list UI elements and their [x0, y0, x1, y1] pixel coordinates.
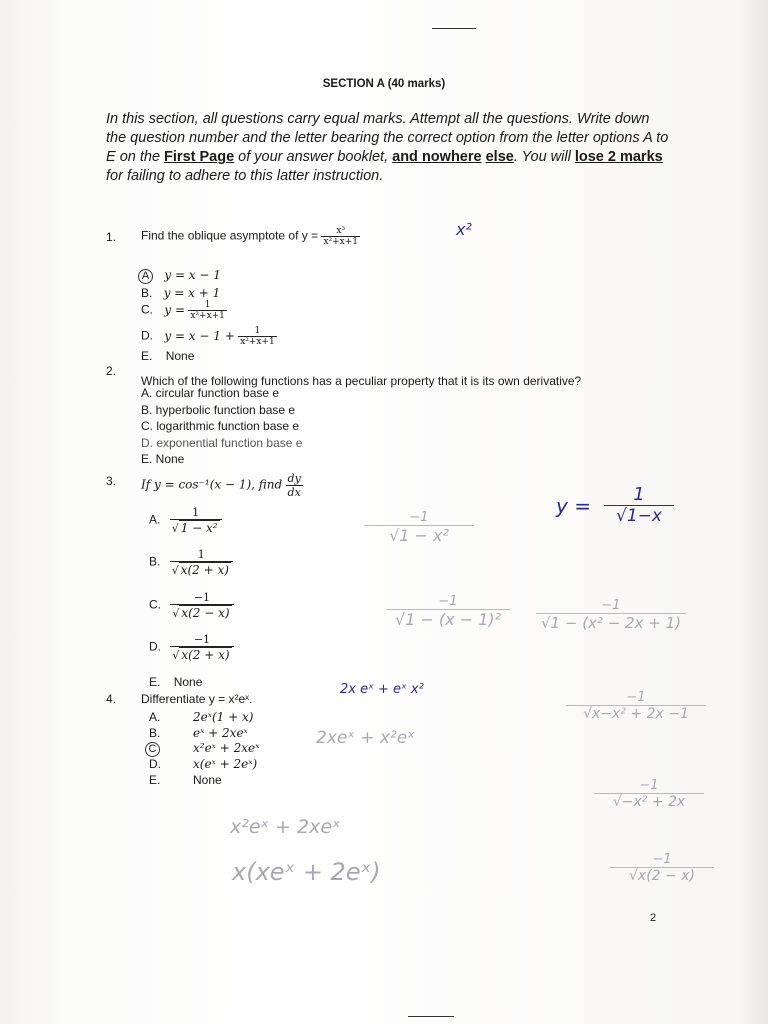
q1-option-b-letter: B.	[141, 286, 153, 300]
q3-hw-work3-num: −1	[536, 598, 686, 614]
q3-option-e-letter: E.	[149, 675, 161, 689]
q3-text: If y = cos⁻¹(x − 1), find	[141, 477, 283, 492]
q2-option-e: E. None	[141, 452, 185, 466]
q1-option-e	[141, 349, 194, 363]
q3-option-a-num: 1	[192, 506, 200, 519]
q4-number: 4.	[106, 692, 117, 706]
q3-hw-work6	[610, 852, 714, 884]
q3-option-b-den: x(2 + x)	[180, 563, 229, 577]
q3-option-b	[149, 548, 233, 577]
q1-option-d-num: 1	[254, 326, 261, 336]
q1-option-d-den: x²+x+1	[240, 337, 275, 347]
q3-hw-work3	[536, 598, 686, 632]
q4-option-b-text: eˣ + 2xeˣ	[193, 725, 248, 740]
q3-option-e-text: None	[173, 675, 203, 689]
q3-option-b-fraction	[170, 548, 233, 577]
q2-text: Which of the following functions has a peculiar property that it is its own derivative?	[141, 374, 582, 388]
q3-option-d-den: x(2 + x)	[181, 648, 230, 662]
q1-option-d-letter: D.	[141, 328, 153, 343]
q3-hw-work6-num: −1	[610, 852, 714, 868]
top-rule	[432, 28, 476, 29]
instr-first-page: First Page	[164, 149, 235, 165]
q4-option-c	[149, 741, 259, 757]
q1-option-d-fraction	[238, 326, 277, 347]
q3-option-c	[149, 591, 234, 620]
q3-dydx	[286, 472, 303, 499]
q1-option-d	[141, 326, 277, 347]
q3-hw-work6-den: √x(2 − x)	[629, 868, 695, 884]
q3-number: 3.	[106, 474, 117, 488]
instr-else: else	[485, 149, 514, 165]
q4-option-c-text: x²eˣ + 2xeˣ	[193, 741, 260, 755]
q3-option-a	[149, 506, 222, 535]
q1-handwritten-note: x²	[456, 220, 472, 239]
q1-option-e-text: None	[165, 349, 195, 363]
q3-hw-work4-num: −1	[566, 690, 706, 706]
q2-option-c: C. logarithmic function base e	[141, 419, 300, 433]
q1-text: Find the oblique asymptote of y =	[141, 228, 319, 243]
q4-hw-work3: x²eˣ + 2xeˣ	[230, 816, 341, 838]
q1-option-b	[141, 286, 220, 300]
instr-text-5: for failing to adhere to this latter instruction.	[106, 168, 384, 184]
q1-option-c-fraction	[188, 300, 227, 321]
q1-option-c-num: 1	[204, 300, 211, 310]
q1-option-a-text: y = x − 1	[164, 268, 221, 282]
q3-option-b-letter: B.	[149, 554, 161, 569]
q2-option-d: D. exponential function base e	[141, 435, 303, 450]
bottom-rule	[408, 1016, 454, 1017]
q4-option-b	[149, 726, 259, 742]
instr-text-1: In this section, all questions carry equal marks. Attempt all the questions. Write down the question number and the letter bearing the correct option from the letter options A to E on the	[106, 111, 669, 165]
instr-lose-marks: lose 2 marks	[574, 149, 663, 165]
q4-option-e-text: None	[193, 772, 222, 787]
q1-option-c-text: y =	[164, 302, 185, 317]
q3-hw-y: y =	[556, 494, 591, 518]
q3-option-a-fraction	[170, 506, 222, 535]
q1-option-a	[138, 268, 221, 284]
q3-option-c-letter: C.	[149, 597, 161, 612]
q1-option-c-den: x²+x+1	[190, 311, 225, 321]
q4-options	[149, 710, 259, 788]
q3-hw-work5	[594, 778, 704, 810]
q1-frac-num: x³	[336, 226, 346, 236]
q3-hw-work4-den: √x−x² + 2x −1	[583, 706, 689, 722]
q2-option-a: A. circular function base e	[141, 386, 280, 400]
q3-dx: dx	[286, 485, 303, 499]
q3-option-d-num: −1	[193, 633, 211, 646]
q4-hw-work2: 2xeˣ + x²eˣ	[316, 728, 415, 748]
instr-text-4: . You will	[513, 149, 575, 165]
q3-hw-den: √1−x	[616, 506, 662, 526]
q2-number: 2.	[106, 364, 117, 378]
q3-hw-work5-num: −1	[594, 778, 704, 794]
q4-option-d	[149, 757, 259, 773]
q4-option-b-letter: B.	[149, 725, 161, 740]
page-number: 2	[650, 912, 657, 924]
q1-option-c	[141, 300, 227, 321]
q1-number: 1.	[106, 230, 117, 244]
q4-text: Differentiate y = x²eˣ.	[141, 692, 253, 706]
q1-option-a-circle-mark: A	[138, 269, 153, 284]
q4-option-a-letter: A.	[149, 710, 161, 724]
q4-option-c-letter-wrap	[149, 741, 193, 757]
q3-hw-work5-den: √−x² + 2x	[612, 794, 686, 810]
q3-hw-work2	[386, 594, 510, 629]
instructions	[106, 110, 672, 186]
q3-option-e	[149, 675, 202, 689]
q3-text-row	[141, 472, 303, 499]
q1-option-c-letter: C.	[141, 302, 153, 317]
q3-option-a-den: 1 − x²	[180, 521, 218, 535]
q1-text-row	[141, 226, 360, 247]
q3-hw-work1-den: √1 − x²	[389, 526, 449, 545]
q1-option-d-text: y = x − 1 +	[164, 328, 235, 343]
q3-option-c-den: x(2 − x)	[181, 606, 230, 620]
q3-hw-work2-den: √1 − (x − 1)²	[394, 610, 502, 629]
q3-hw-work4	[566, 690, 706, 722]
instr-and-nowhere: and nowhere	[392, 149, 482, 165]
q3-dy: dy	[287, 472, 301, 485]
q4-option-c-circle-mark: C	[145, 742, 160, 757]
q4-hw-work1: 2x eˣ + eˣ x²	[340, 682, 424, 697]
q3-option-b-num: 1	[197, 548, 205, 561]
q3-option-b-den-wrap: √ x(2 + x)	[170, 561, 233, 577]
q4-option-e	[149, 773, 259, 789]
q4-option-a-text: 2eˣ(1 + x)	[193, 710, 254, 724]
q3-hw-work1	[364, 510, 474, 545]
q1-option-b-text: y = x + 1	[163, 286, 221, 300]
q3-option-d-den-wrap: √ x(2 + x)	[170, 646, 233, 662]
q3-option-d-letter: D.	[149, 639, 161, 654]
q3-option-d	[149, 633, 234, 662]
section-title: SECTION A (40 marks)	[322, 78, 446, 90]
q4-option-d-text: x(eˣ + 2eˣ)	[193, 757, 258, 771]
instr-text-2: of your answer booklet,	[234, 149, 393, 165]
q1-frac-den: x²+x+1	[323, 237, 359, 247]
q2-options	[141, 385, 302, 468]
q3-option-a-den-wrap: √ 1 − x²	[170, 519, 222, 535]
q4-option-a	[149, 710, 259, 726]
q1-fraction	[321, 226, 360, 247]
q3-option-c-num: −1	[193, 591, 211, 604]
q3-hw-work3-den: √1 − (x² − 2x + 1)	[541, 614, 681, 632]
q3-hw-fraction	[604, 484, 674, 526]
q2-option-b: B. hyperbolic function base e	[141, 402, 296, 417]
q3-option-c-den-wrap: √ x(2 − x)	[170, 604, 233, 620]
q3-option-d-fraction	[170, 633, 233, 662]
q4-hw-work4: x(xeˣ + 2eˣ)	[232, 858, 381, 886]
q4-option-e-letter: E.	[149, 772, 161, 787]
q4-option-d-letter: D.	[149, 757, 161, 771]
q1-option-e-letter: E.	[141, 349, 153, 363]
q3-hw-num: 1	[604, 484, 674, 506]
q3-option-c-fraction	[170, 591, 233, 620]
q3-option-a-letter: A.	[149, 512, 161, 527]
q3-hw-work1-num: −1	[364, 510, 474, 526]
q3-hw-work2-num: −1	[386, 594, 510, 610]
